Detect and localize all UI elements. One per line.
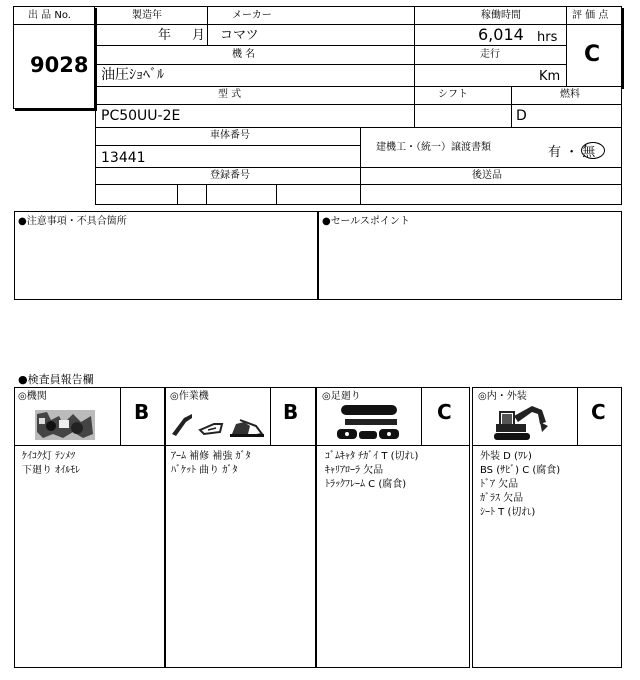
travel-label: 走行	[480, 49, 500, 60]
transfer-label: 建機工・（統一）譲渡書類	[376, 142, 491, 153]
section-attachment-grade: B	[283, 400, 299, 424]
section-engine-grade: B	[134, 400, 150, 424]
maker-label: メーカー	[232, 10, 272, 21]
report-title: ●検査員報告欄	[18, 373, 94, 386]
list-item: ﾊﾞｹｯﾄ 曲り ｶﾞﾀ	[171, 465, 238, 476]
section-undercarriage-grade: C	[437, 400, 452, 424]
maker-value: コマツ	[220, 28, 259, 43]
lot-label: 出 品 No.	[28, 10, 71, 21]
transfer-circle	[581, 142, 605, 159]
type-value: PC50UU-2E	[101, 108, 181, 124]
list-item: ﾄﾞｱ 欠品	[480, 479, 519, 490]
year-label: 年	[158, 28, 172, 43]
section-exterior-label: ◎内・外装	[478, 391, 527, 402]
transfer-value: 有 ・ 無	[548, 145, 596, 160]
caution-label: ●注意事項・不具合箇所	[18, 216, 127, 227]
hours-label: 稼働時間	[481, 10, 521, 21]
rating-value: C	[584, 42, 601, 67]
serial-label: 車体番号	[210, 130, 250, 141]
serial-value: 13441	[101, 150, 146, 166]
sales-label: ●セールスポイント	[322, 216, 410, 227]
list-item: ｺﾞﾑｷｬﾀ ﾁｶﾞｲ T (切れ)	[325, 451, 419, 462]
section-undercarriage-label: ◎足廻り	[322, 391, 361, 402]
section-engine-label: ◎機関	[18, 391, 47, 402]
section-engine-notes	[22, 450, 80, 478]
list-item: ｱｰﾑ 補修 補強 ｶﾞﾀ	[171, 451, 251, 462]
list-item: ｼｰﾄ T (切れ)	[480, 507, 536, 518]
list-item: ｹｲｺｸ灯 ﾃﾝﾒﾂ	[22, 451, 76, 462]
section-exterior-notes	[480, 450, 560, 520]
excavator-icon	[492, 404, 550, 442]
type-label: 型 式	[218, 89, 242, 100]
fuel-value: D	[516, 108, 527, 124]
registration-label: 登録番号	[210, 170, 250, 181]
list-item: ｶﾞﾗｽ 欠品	[480, 493, 524, 504]
fuel-label: 燃料	[560, 89, 580, 100]
hours-unit: hrs	[537, 30, 558, 45]
attachment-icon	[170, 410, 266, 438]
section-attachment-label: ◎作業機	[170, 391, 209, 402]
undercarriage-icon	[335, 403, 403, 441]
list-item: 外装 D (ﾜﾚ)	[480, 451, 532, 462]
rating-label: 評 価 点	[572, 10, 609, 21]
shift-label: シフト	[438, 89, 468, 100]
model-name-value: 油圧ｼｮﾍﾞﾙ	[101, 67, 164, 83]
section-undercarriage-notes	[325, 450, 418, 492]
mfg-year-label: 製造年	[132, 10, 162, 21]
section-exterior-grade: C	[591, 400, 606, 424]
list-item: 下廻り ｵｲﾙﾓﾚ	[22, 465, 81, 476]
shipping-label: 後送品	[472, 170, 502, 181]
list-item: ｷｬﾘｱﾛｰﾗ 欠品	[325, 465, 384, 476]
travel-unit: Km	[539, 69, 561, 84]
list-item: ﾄﾗｯｸﾌﾚｰﾑ C (腐食)	[325, 479, 407, 490]
month-label: 月	[192, 28, 206, 43]
list-item: BS (ｻﾋﾞ) C (腐食)	[480, 465, 561, 476]
lot-number: 9028	[30, 53, 89, 77]
hours-value: 6,014	[478, 25, 524, 44]
model-name-label: 機 名	[232, 49, 256, 60]
section-attachment-notes	[171, 450, 251, 478]
engine-icon	[33, 406, 99, 442]
